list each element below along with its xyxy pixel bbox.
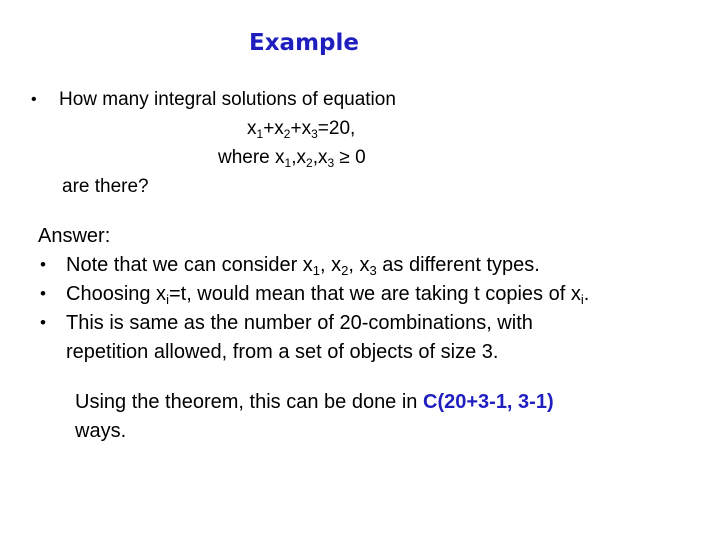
answer-bullet-2: • xyxy=(40,284,46,303)
combination-formula: C(20+3-1, 3-1) xyxy=(423,391,554,413)
slide-title: Example xyxy=(249,30,359,56)
question-equation: $x_1+x_2+x_3=20$, xyxy=(247,118,356,141)
answer-item-3-line-2: repetition allowed, from a set of objects of size 3. xyxy=(66,341,499,363)
conclusion-line-2: ways. xyxy=(75,420,127,442)
question-constraint: where $x_1,x_2,x_3 \ge 0$ xyxy=(218,147,366,170)
question-line-4: are there? xyxy=(62,176,149,197)
question-line-1: How many integral solutions of equation xyxy=(59,89,396,110)
answer-label: Answer: xyxy=(38,225,111,247)
conclusion-line-1: Using the theorem, this can be done in C(20+3-1, 3-1) xyxy=(75,391,554,413)
question-bullet: • xyxy=(31,91,37,108)
answer-item-1: Note that we can consider $x_1$, $x_2$, $x_3$ as different types. xyxy=(66,254,540,278)
answer-bullet-3: • xyxy=(40,313,46,332)
answer-item-2: Choosing $x_i=t$, would mean that we are taking t copies of $x_i$. xyxy=(66,283,590,307)
answer-item-3-line-1: This is same as the number of 20-combinations, with xyxy=(66,312,533,334)
answer-bullet-1: • xyxy=(40,255,46,274)
